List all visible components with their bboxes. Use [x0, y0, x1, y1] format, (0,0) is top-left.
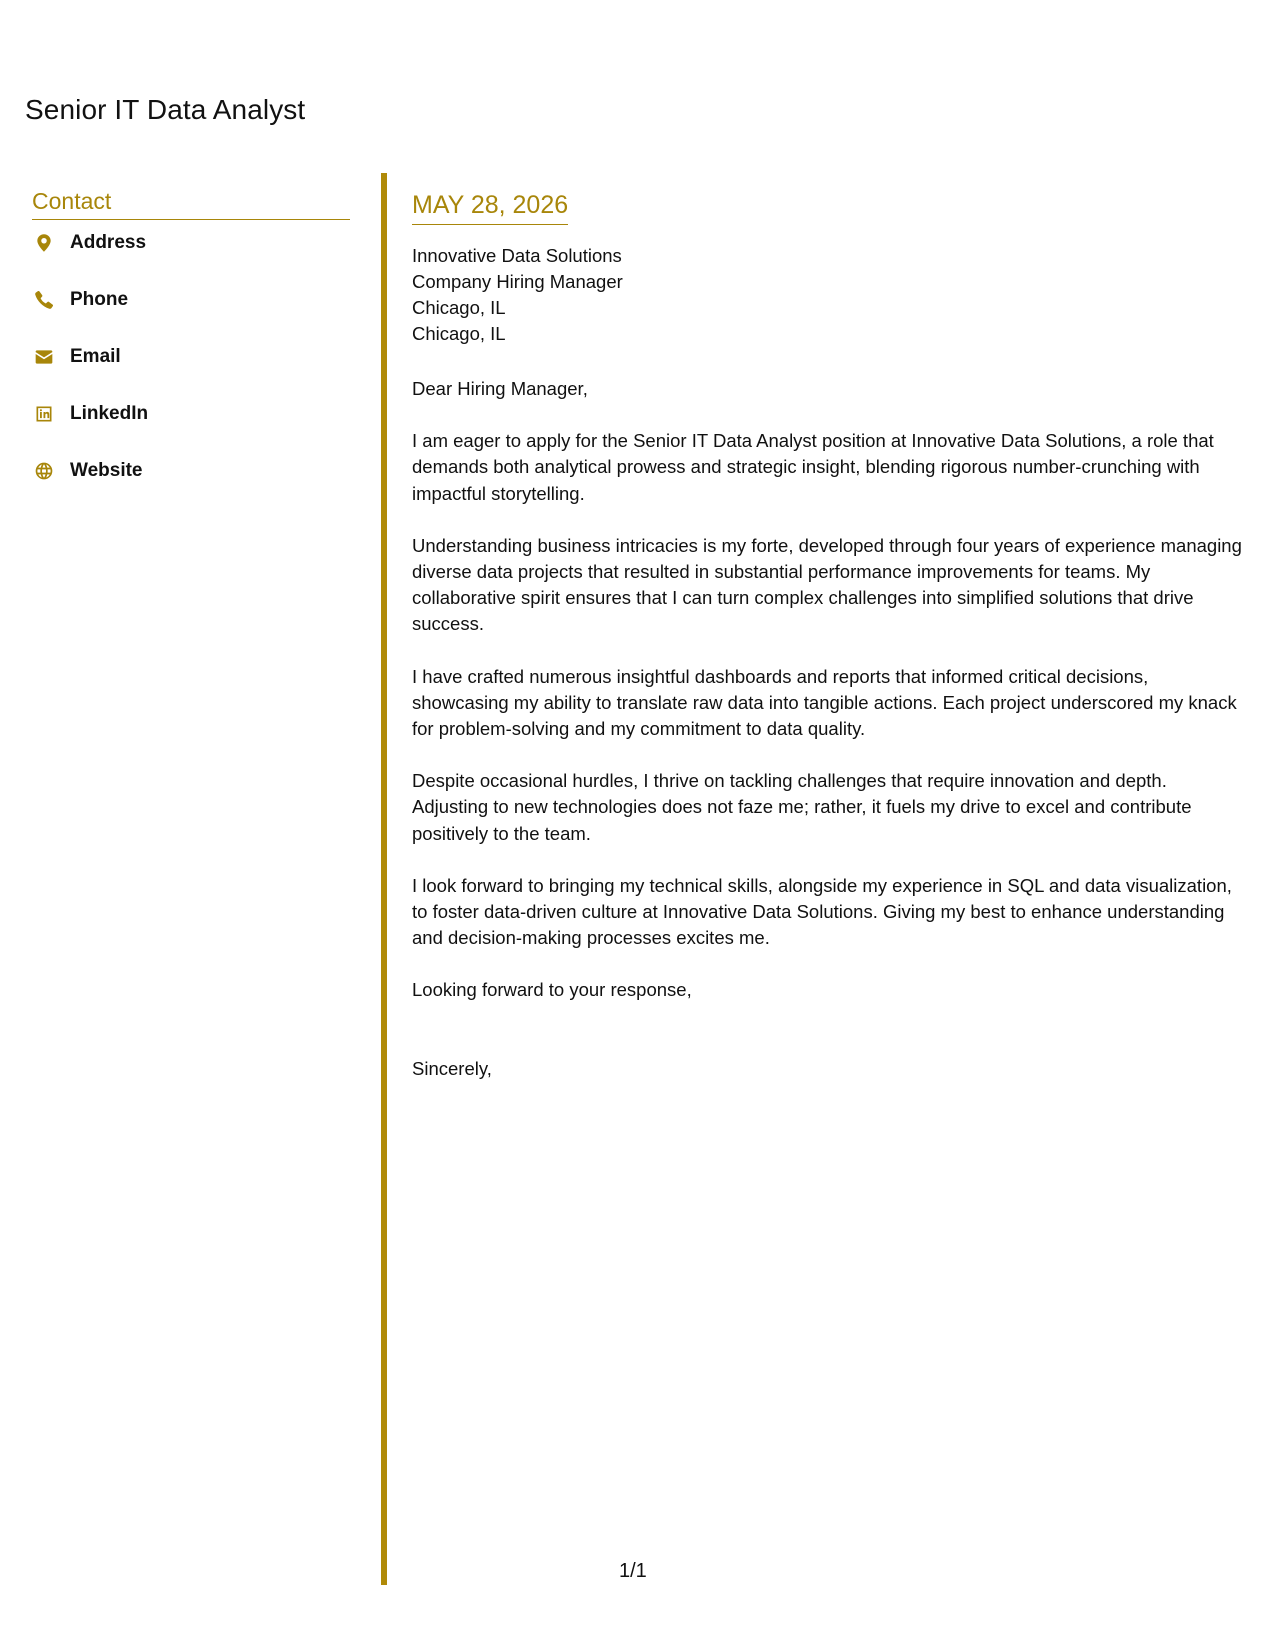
linkedin-icon	[34, 404, 54, 424]
contact-item-website	[32, 460, 350, 482]
contact-item-phone	[32, 289, 350, 311]
recipient-title: Company Hiring Manager	[412, 271, 623, 292]
contact-item-email	[32, 346, 350, 368]
contact-list	[32, 232, 350, 482]
letter-date: MAY 28, 2026	[412, 190, 568, 225]
globe-icon	[34, 461, 54, 481]
contact-item-address	[32, 232, 350, 254]
recipient-block	[412, 243, 1247, 347]
closing-line: Looking forward to your response,	[412, 979, 692, 1001]
map-pin-icon	[34, 233, 54, 253]
contact-label-address: Address	[70, 232, 147, 253]
page-title: Senior IT Data Analyst	[25, 94, 306, 125]
contact-label-phone: Phone	[70, 289, 129, 310]
paragraph-dashboards: I have crafted numerous insightful dashboards and reports that informed critical decisions, showcasing my ability to translate raw data into tangible actions. Each project underscored my knack for problem-solving and my commitment to data quality.	[412, 665, 1237, 740]
salutation: Dear Hiring Manager,	[412, 378, 588, 399]
paragraph-intro: I am eager to apply for the Senior IT Data Analyst position at Innovative Data Solutions, a role that demands both analytical prowess and strategic insight, blending rigorous number-crunching with impactful storytelling.	[412, 430, 1214, 504]
recipient-company: Innovative Data Solutions	[412, 245, 622, 266]
envelope-icon	[34, 347, 54, 367]
contact-item-linkedin	[32, 403, 350, 425]
contact-label-website: Website	[70, 460, 143, 481]
paragraph-challenges: Despite occasional hurdles, I thrive on tackling challenges that require innovation and depth. Adjusting to new technologies does not faze me; rather, it fuels my drive to excel and contribute positively to the team.	[412, 770, 1192, 844]
paragraph-closing-pitch: I look forward to bringing my technical skills, alongside my experience in SQL and data visualization, to foster data-driven culture at Innovative Data Solutions. Giving my best to enhance understanding and decision-making processes excites me.	[412, 874, 1232, 949]
column-divider	[381, 173, 387, 1585]
signoff: Sincerely,	[412, 1057, 492, 1079]
contact-heading: Contact	[32, 188, 350, 220]
paragraph-experience: Understanding business intricacies is my forte, developed through four years of experience managing diverse data projects that resulted in substantial performance improvements for teams. My collaborative spirit ensures that I can turn complex challenges into simplified solutions that drive success.	[412, 534, 1242, 635]
contact-label-email: Email	[70, 346, 121, 367]
letter-body	[412, 190, 1247, 1082]
page-number: 1/1	[619, 1560, 647, 1582]
contact-sidebar	[32, 188, 350, 517]
recipient-city-repeat: Chicago, IL	[412, 323, 506, 344]
phone-icon	[34, 290, 54, 310]
recipient-city: Chicago, IL	[412, 297, 506, 318]
contact-label-linkedin: LinkedIn	[70, 403, 149, 424]
